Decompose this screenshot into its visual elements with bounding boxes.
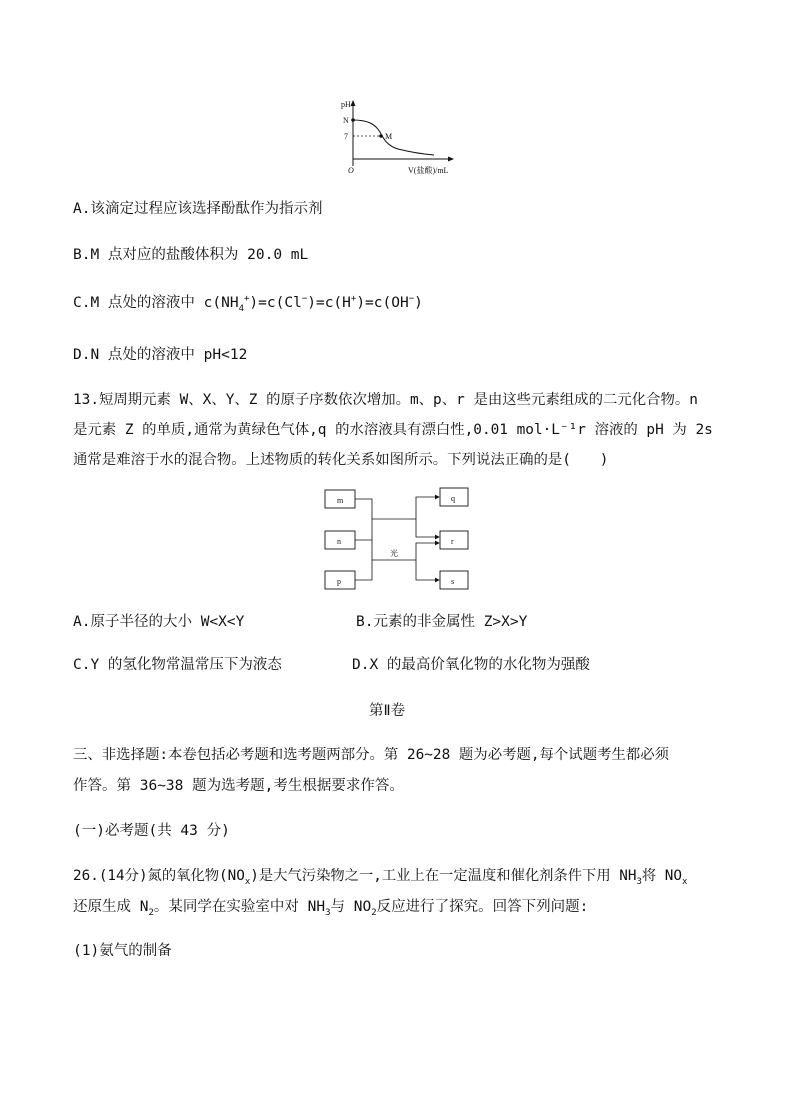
q26-l1-a: 26.(14分)氮的氧化物(NO: [73, 868, 245, 884]
label-m: m: [337, 496, 344, 505]
q26-l2-b: 2: [148, 907, 154, 918]
section-intro-2: 作答。第 36~38 题为选考题,考生根据要求作答。: [73, 778, 404, 794]
q26-l1-b: x: [244, 876, 251, 887]
label-r: r: [451, 537, 454, 546]
q13-option-d: D.X 的最高价氧化物的水化物为强酸: [352, 657, 590, 673]
c-sup-2: −: [301, 294, 308, 305]
label-s: s: [451, 577, 455, 586]
c-sup-3: +: [350, 294, 357, 305]
q13-line-2: 是元素 Z 的单质,通常为黄绿色气体,q 的水溶液具有漂白性,0.01 mol·L⁻¹r 溶液的 pH 为 2s: [73, 422, 713, 438]
c-text-5: ): [414, 295, 423, 311]
c-sup: +: [244, 294, 250, 305]
y-axis-label: pH: [341, 100, 351, 109]
q26-l2-a: 还原生成 N: [73, 899, 149, 915]
q26-l2-e: 与 NO: [330, 899, 372, 915]
q26-l1-c: )是大气污染物之一,工业上在一定温度和催化剂条件下用 NH: [250, 868, 637, 884]
label-q: q: [451, 494, 455, 503]
q26-l2-d: 3: [325, 907, 331, 918]
x-axis-label: V(盐酸)/mL: [408, 166, 449, 175]
q26-l1-d: 3: [636, 876, 642, 887]
x-axis-arrow: [448, 157, 454, 162]
connector-to-s: [416, 560, 439, 580]
c-text-2: )=c(Cl: [249, 295, 302, 311]
q26-l2-f: 2: [371, 907, 377, 918]
q12-option-b: B.M 点对应的盐酸体积为 20.0 mL: [73, 247, 309, 263]
section-title: 第Ⅱ卷: [369, 703, 406, 719]
q26-l1-e: 将 NO: [641, 868, 682, 884]
point-n: [351, 118, 355, 122]
connector-to-r-top: [416, 519, 439, 537]
q26-line-1: [73, 866, 687, 886]
box-r: [440, 531, 468, 549]
label-n: n: [337, 537, 341, 546]
m-label: M: [385, 132, 393, 141]
section-intro-1: 三、非选择题:本卷包括必考题和选考题两部分。第 26~28 题为必考题,每个试题考生都必须: [73, 747, 670, 763]
c-sub: 4: [238, 303, 244, 314]
q13-option-b: B.元素的非金属性 Z>X>Y: [356, 614, 528, 630]
q13-line-1: 13.短周期元素 W、X、Y、Z 的原子序数依次增加。m、p、r 是由这些元素组成的二元化合物。n: [73, 392, 698, 408]
q26-l2-g: 反应进行了探究。回答下列问题:: [376, 899, 589, 915]
c-text-3: )=c(H: [307, 295, 351, 311]
q26-line-2: [73, 897, 588, 917]
q26-l1-f: x: [682, 876, 688, 887]
q12-option-c: [73, 293, 423, 313]
y-axis-arrow: [351, 100, 356, 106]
label-p: p: [337, 577, 341, 586]
n-label: N: [343, 116, 349, 125]
titration-curve: [353, 120, 434, 155]
c-sup-4: −: [408, 294, 415, 305]
q13-line-3: 通常是难溶于水的混合物。上述物质的转化关系如图所示。下列说法正确的是( ): [73, 452, 609, 468]
q26-l2-c: 。某同学在实验室中对 NH: [153, 899, 326, 915]
q12-option-a: A.该滴定过程应该选择酚酞作为指示剂: [73, 201, 323, 217]
q12-option-d: D.N 点处的溶液中 pH<12: [73, 347, 248, 363]
label-light: 光: [390, 549, 398, 558]
connector-n-p: [355, 540, 372, 580]
c-text-1: C.M 点处的溶液中 c(NH: [73, 295, 239, 311]
transformation-diagram: [320, 485, 470, 597]
q13-option-c: C.Y 的氢化物常温常压下为液态: [73, 657, 282, 673]
required-heading: (一)必考题(共 43 分): [73, 823, 230, 839]
c-text-4: )=c(OH: [356, 295, 409, 311]
q13-option-a: A.原子半径的大小 W<X<Y: [73, 614, 245, 630]
origin-label: O: [348, 166, 354, 175]
connector-to-r-bottom: [416, 543, 439, 560]
point-m: [379, 134, 383, 138]
connector-m-n: [355, 499, 372, 540]
seven-label: 7: [344, 132, 348, 141]
q26-sub-1: (1)氨气的制备: [73, 943, 172, 959]
titration-graph: [330, 96, 460, 178]
connector-to-q: [416, 497, 439, 519]
